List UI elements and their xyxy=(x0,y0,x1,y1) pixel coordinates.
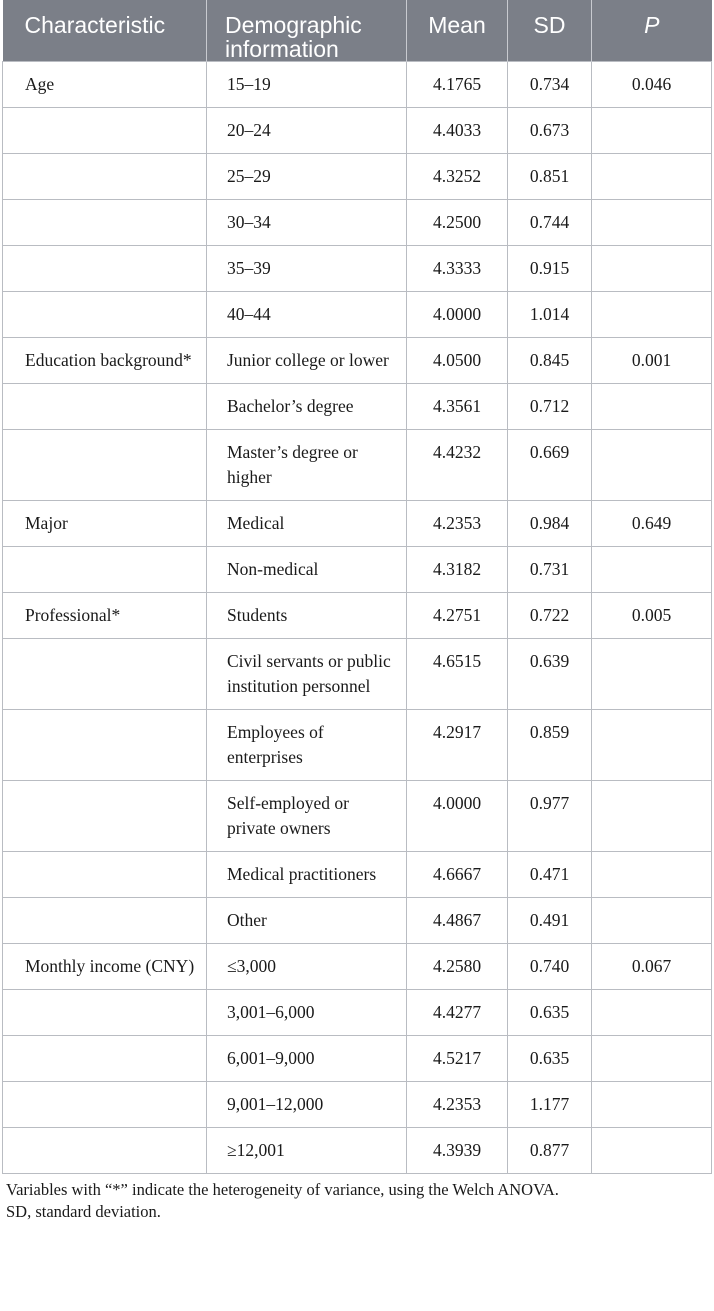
table-row xyxy=(3,1036,712,1082)
cell-p xyxy=(592,1128,712,1174)
cell-demographic: 30–34 xyxy=(207,200,407,246)
table-row xyxy=(3,338,712,384)
cell-sd: 0.673 xyxy=(508,108,592,154)
cell-demographic: Medical practitioners xyxy=(207,852,407,898)
table-row xyxy=(3,292,712,338)
cell-mean: 4.3939 xyxy=(407,1128,508,1174)
cell-mean: 4.4867 xyxy=(407,898,508,944)
cell-characteristic xyxy=(3,710,207,781)
cell-demographic: Self-employed or private owners xyxy=(207,781,407,852)
cell-demographic: Junior college or lower xyxy=(207,338,407,384)
header-mean: Mean xyxy=(407,0,508,62)
cell-characteristic: Education background* xyxy=(3,338,207,384)
header-p: P xyxy=(592,0,712,62)
table-row xyxy=(3,246,712,292)
cell-demographic: 25–29 xyxy=(207,154,407,200)
cell-mean: 4.3252 xyxy=(407,154,508,200)
cell-demographic: Students xyxy=(207,593,407,639)
header-characteristic: Characteristic xyxy=(3,0,207,62)
cell-demographic: Bachelor’s degree xyxy=(207,384,407,430)
cell-mean: 4.1765 xyxy=(407,62,508,108)
cell-sd: 0.471 xyxy=(508,852,592,898)
cell-characteristic: Monthly income (CNY) xyxy=(3,944,207,990)
table-row xyxy=(3,990,712,1036)
cell-characteristic xyxy=(3,154,207,200)
table-row xyxy=(3,781,712,852)
cell-demographic: ≥12,001 xyxy=(207,1128,407,1174)
cell-characteristic xyxy=(3,898,207,944)
cell-characteristic: Professional* xyxy=(3,593,207,639)
cell-p xyxy=(592,898,712,944)
cell-characteristic xyxy=(3,639,207,710)
cell-p xyxy=(592,292,712,338)
table-body xyxy=(3,62,712,1174)
cell-p: 0.046 xyxy=(592,62,712,108)
cell-characteristic xyxy=(3,781,207,852)
cell-sd: 0.740 xyxy=(508,944,592,990)
table-row xyxy=(3,108,712,154)
cell-p xyxy=(592,108,712,154)
table-row xyxy=(3,852,712,898)
cell-p xyxy=(592,547,712,593)
cell-characteristic xyxy=(3,108,207,154)
cell-demographic: ≤3,000 xyxy=(207,944,407,990)
cell-mean: 4.2500 xyxy=(407,200,508,246)
cell-sd: 0.915 xyxy=(508,246,592,292)
table-row xyxy=(3,384,712,430)
cell-characteristic xyxy=(3,1128,207,1174)
cell-characteristic xyxy=(3,852,207,898)
cell-characteristic xyxy=(3,990,207,1036)
cell-p xyxy=(592,430,712,501)
table-row xyxy=(3,1082,712,1128)
footnote-welch: Variables with “*” indicate the heterogeneity of variance, using the Welch ANOVA. xyxy=(6,1180,559,1199)
table-row xyxy=(3,200,712,246)
results-table xyxy=(2,0,712,1174)
cell-demographic: 15–19 xyxy=(207,62,407,108)
cell-sd: 1.177 xyxy=(508,1082,592,1128)
cell-p xyxy=(592,639,712,710)
cell-mean: 4.2580 xyxy=(407,944,508,990)
cell-mean: 4.5217 xyxy=(407,1036,508,1082)
cell-demographic: Non-medical xyxy=(207,547,407,593)
cell-characteristic xyxy=(3,246,207,292)
cell-p: 0.005 xyxy=(592,593,712,639)
cell-p xyxy=(592,1036,712,1082)
cell-characteristic xyxy=(3,292,207,338)
cell-sd: 0.639 xyxy=(508,639,592,710)
cell-characteristic: Major xyxy=(3,501,207,547)
cell-characteristic: Age xyxy=(3,62,207,108)
cell-p xyxy=(592,200,712,246)
table-row xyxy=(3,710,712,781)
cell-sd: 0.491 xyxy=(508,898,592,944)
cell-p xyxy=(592,990,712,1036)
cell-p xyxy=(592,154,712,200)
table-row xyxy=(3,639,712,710)
cell-demographic: 3,001–6,000 xyxy=(207,990,407,1036)
cell-p xyxy=(592,384,712,430)
cell-demographic: 40–44 xyxy=(207,292,407,338)
cell-mean: 4.4232 xyxy=(407,430,508,501)
cell-sd: 0.744 xyxy=(508,200,592,246)
cell-characteristic xyxy=(3,1036,207,1082)
cell-mean: 4.0000 xyxy=(407,292,508,338)
table-row xyxy=(3,154,712,200)
header-sd: SD xyxy=(508,0,592,62)
cell-mean: 4.4033 xyxy=(407,108,508,154)
table-header xyxy=(3,0,712,62)
cell-characteristic xyxy=(3,547,207,593)
cell-demographic: 9,001–12,000 xyxy=(207,1082,407,1128)
cell-mean: 4.0000 xyxy=(407,781,508,852)
cell-mean: 4.4277 xyxy=(407,990,508,1036)
cell-mean: 4.3333 xyxy=(407,246,508,292)
cell-demographic: 35–39 xyxy=(207,246,407,292)
cell-p xyxy=(592,246,712,292)
cell-sd: 0.845 xyxy=(508,338,592,384)
cell-sd: 0.635 xyxy=(508,990,592,1036)
cell-sd: 0.859 xyxy=(508,710,592,781)
table-row xyxy=(3,1128,712,1174)
table-row xyxy=(3,547,712,593)
cell-sd: 0.851 xyxy=(508,154,592,200)
table-row xyxy=(3,501,712,547)
cell-characteristic xyxy=(3,384,207,430)
cell-mean: 4.2353 xyxy=(407,1082,508,1128)
cell-mean: 4.6667 xyxy=(407,852,508,898)
cell-p xyxy=(592,1082,712,1128)
cell-sd: 0.669 xyxy=(508,430,592,501)
cell-mean: 4.2917 xyxy=(407,710,508,781)
cell-mean: 4.6515 xyxy=(407,639,508,710)
cell-sd: 0.984 xyxy=(508,501,592,547)
cell-sd: 0.722 xyxy=(508,593,592,639)
cell-mean: 4.0500 xyxy=(407,338,508,384)
cell-mean: 4.2751 xyxy=(407,593,508,639)
cell-p xyxy=(592,852,712,898)
table-row xyxy=(3,430,712,501)
cell-demographic: Master’s degree or higher xyxy=(207,430,407,501)
cell-sd: 0.731 xyxy=(508,547,592,593)
cell-sd: 0.877 xyxy=(508,1128,592,1174)
table-row xyxy=(3,62,712,108)
cell-demographic: Medical xyxy=(207,501,407,547)
header-demographic: Demographic information xyxy=(207,0,407,62)
cell-mean: 4.3182 xyxy=(407,547,508,593)
table-row xyxy=(3,944,712,990)
table-row xyxy=(3,898,712,944)
cell-sd: 0.734 xyxy=(508,62,592,108)
cell-sd: 0.977 xyxy=(508,781,592,852)
cell-sd: 0.635 xyxy=(508,1036,592,1082)
cell-characteristic xyxy=(3,1082,207,1128)
table-footnotes xyxy=(6,1179,714,1223)
cell-demographic: 20–24 xyxy=(207,108,407,154)
cell-mean: 4.2353 xyxy=(407,501,508,547)
footnote-sd: SD, standard deviation. xyxy=(6,1202,161,1221)
cell-p xyxy=(592,781,712,852)
cell-characteristic xyxy=(3,200,207,246)
cell-p: 0.067 xyxy=(592,944,712,990)
cell-sd: 1.014 xyxy=(508,292,592,338)
cell-p: 0.001 xyxy=(592,338,712,384)
cell-p xyxy=(592,710,712,781)
cell-demographic: 6,001–9,000 xyxy=(207,1036,407,1082)
cell-sd: 0.712 xyxy=(508,384,592,430)
cell-p: 0.649 xyxy=(592,501,712,547)
table-row xyxy=(3,593,712,639)
cell-demographic: Other xyxy=(207,898,407,944)
cell-mean: 4.3561 xyxy=(407,384,508,430)
cell-demographic: Civil servants or public institution personnel xyxy=(207,639,407,710)
cell-demographic: Employees of enterprises xyxy=(207,710,407,781)
cell-characteristic xyxy=(3,430,207,501)
